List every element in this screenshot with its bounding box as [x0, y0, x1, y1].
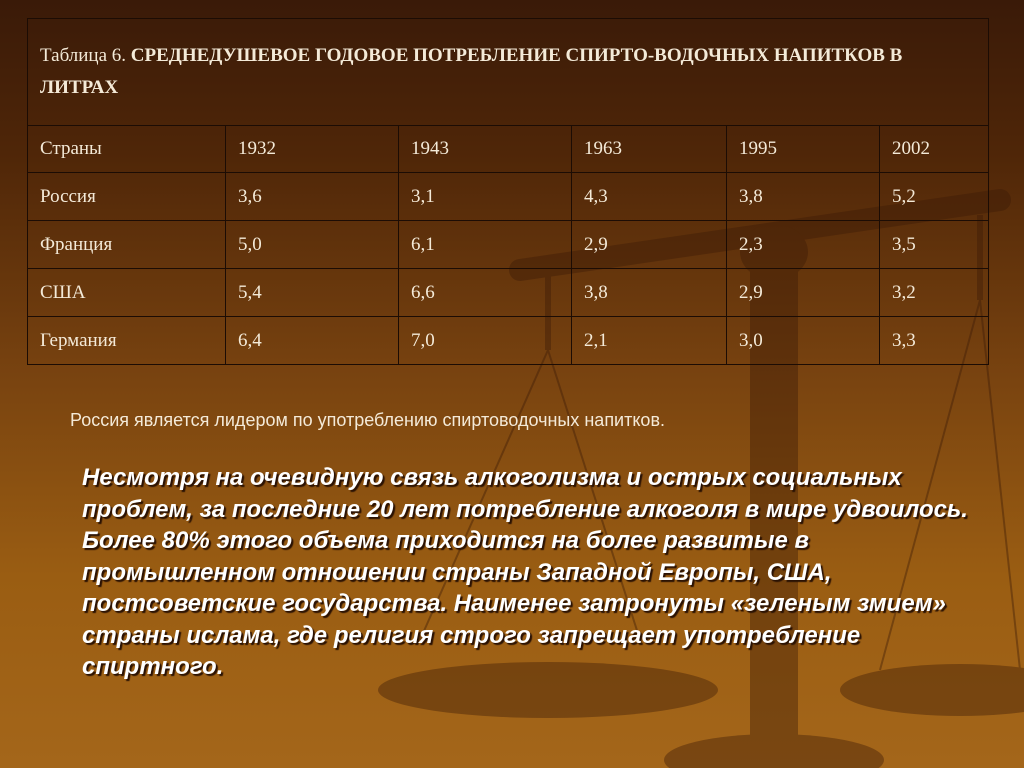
value-cell: 2,9 [727, 269, 880, 317]
body-paragraph: Несмотря на очевидную связь алкоголизма и острых социальных проблем, за последние 20 лет потребление алкоголя в мире удвоилось. Более 80% этого объема приходится на более развитые в промышленном отношении страны Западной Европы, США, постсоветские государства. Наименее затронуты «зеленым змием» страны ислама, где религия строго запрещает употребление спиртного. [82, 464, 968, 680]
value-cell: 5,4 [226, 269, 399, 317]
table-row [28, 173, 989, 221]
header-cell: 1995 [727, 126, 880, 173]
header-cell: 1932 [226, 126, 399, 173]
table-caption-row [28, 19, 989, 126]
value-cell: 2,3 [727, 221, 880, 269]
value-cell: 4,3 [572, 173, 727, 221]
value-cell: 7,0 [399, 317, 572, 365]
value-cell: 3,8 [572, 269, 727, 317]
table-row [28, 269, 989, 317]
header-cell: 1943 [399, 126, 572, 173]
header-cell: 1963 [572, 126, 727, 173]
header-cell: Страны [28, 126, 226, 173]
russia-leader-note: Россия является лидером по употреблению спиртоводочных напитков. [70, 410, 666, 430]
value-cell: 6,1 [399, 221, 572, 269]
table-header-row [28, 126, 989, 173]
value-cell: 5,2 [880, 173, 989, 221]
caption-prefix: Таблица 6. [40, 45, 127, 66]
value-cell: 3,2 [880, 269, 989, 317]
value-cell: 6,6 [399, 269, 572, 317]
country-cell: Франция [28, 221, 226, 269]
country-cell: США [28, 269, 226, 317]
value-cell: 2,9 [572, 221, 727, 269]
value-cell: 3,8 [727, 173, 880, 221]
caption-title: СРЕДНЕДУШЕВОЕ ГОДОВОЕ ПОТРЕБЛЕНИЕ СПИРТО-ВОДОЧНЫХ НАПИТКОВ В ЛИТРАХ [40, 45, 903, 98]
value-cell: 6,4 [226, 317, 399, 365]
country-cell: Россия [28, 173, 226, 221]
value-cell: 3,1 [399, 173, 572, 221]
value-cell: 2,1 [572, 317, 727, 365]
consumption-table-container [27, 18, 988, 365]
table-caption [28, 19, 989, 126]
value-cell: 3,3 [880, 317, 989, 365]
table-row [28, 221, 989, 269]
header-cell: 2002 [880, 126, 989, 173]
consumption-table [27, 18, 989, 365]
table-row [28, 317, 989, 365]
country-cell: Германия [28, 317, 226, 365]
value-cell: 3,5 [880, 221, 989, 269]
value-cell: 3,0 [727, 317, 880, 365]
value-cell: 3,6 [226, 173, 399, 221]
value-cell: 5,0 [226, 221, 399, 269]
